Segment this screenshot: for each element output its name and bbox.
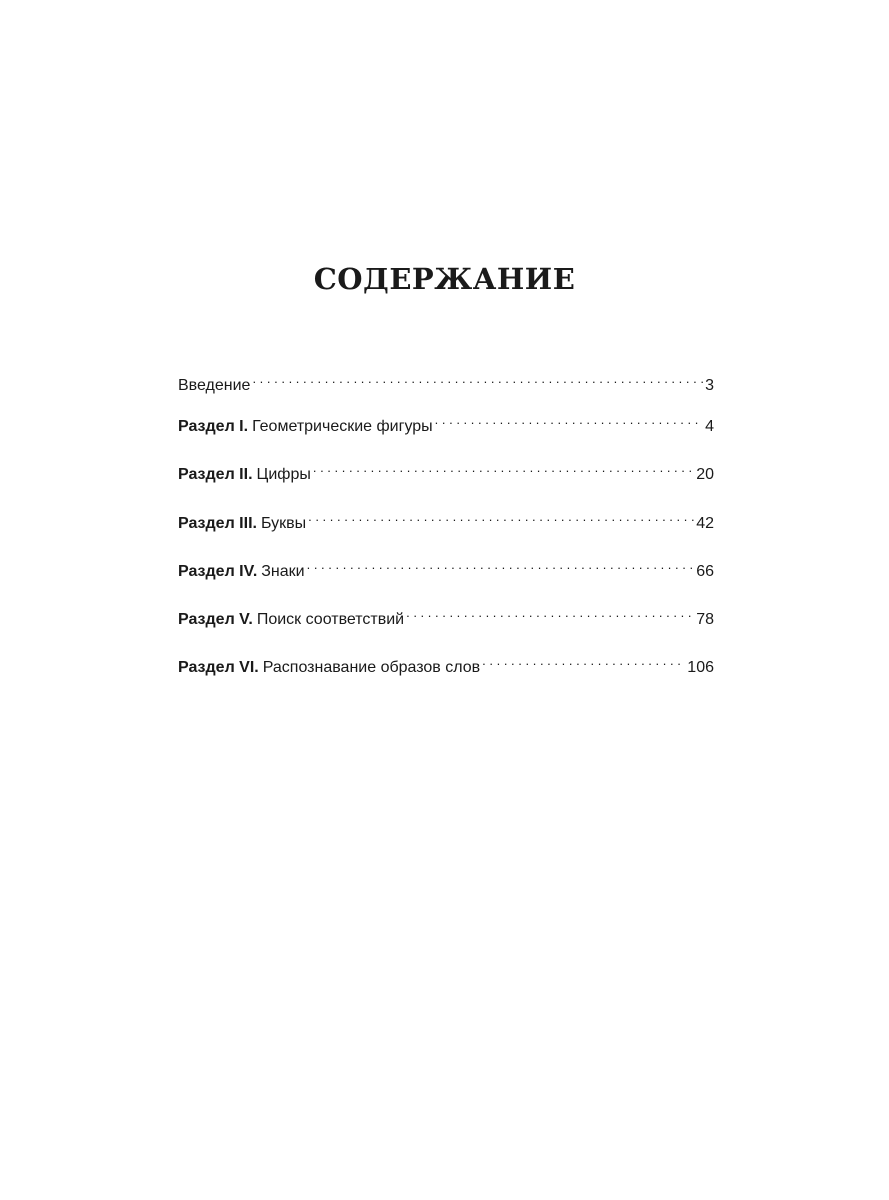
toc-entry-section-2 <box>178 457 714 484</box>
toc-page-number: 3 <box>705 377 714 394</box>
toc-page-number: 106 <box>687 659 714 677</box>
dot-leader <box>308 506 694 528</box>
dot-leader <box>482 650 685 672</box>
dot-leader <box>313 457 694 479</box>
toc-entry-title: Цифры <box>256 466 311 484</box>
toc-page-number: 66 <box>696 562 714 580</box>
dot-leader <box>252 368 703 390</box>
toc-entry-title: Буквы <box>260 514 307 532</box>
toc-section-label: Раздел I. <box>178 418 249 435</box>
toc-entry-title: Знаки <box>261 562 305 580</box>
toc-entry-title: Распознавание образов слов <box>262 659 481 677</box>
toc-page-number: 20 <box>696 466 714 484</box>
toc-section-label: Раздел V. <box>178 611 253 629</box>
dot-leader <box>406 602 694 624</box>
toc-entry-title: Геометрические фигуры <box>252 418 433 435</box>
toc-entry-section-1 <box>178 409 714 435</box>
table-of-contents <box>178 368 714 699</box>
toc-entry-section-6 <box>178 650 714 677</box>
toc-page-number: 42 <box>696 514 714 532</box>
toc-entry-introduction <box>178 368 714 394</box>
toc-section-label: Раздел VI. <box>178 659 259 677</box>
page-title: СОДЕРЖАНИЕ <box>313 262 576 296</box>
toc-page-number: 78 <box>696 611 714 629</box>
toc-entry-section-5 <box>178 602 714 629</box>
dot-leader <box>435 409 703 431</box>
dot-leader <box>307 554 695 576</box>
toc-entry-section-4 <box>178 554 714 580</box>
toc-entry-title: Введение <box>178 377 251 394</box>
toc-page-number: 4 <box>705 418 714 435</box>
toc-entry-title: Поиск соответствий <box>256 611 405 629</box>
toc-section-label: Раздел II. <box>178 466 253 484</box>
toc-section-label: Раздел III. <box>178 514 257 532</box>
toc-entry-section-3 <box>178 506 714 532</box>
toc-section-label: Раздел IV. <box>178 562 258 580</box>
